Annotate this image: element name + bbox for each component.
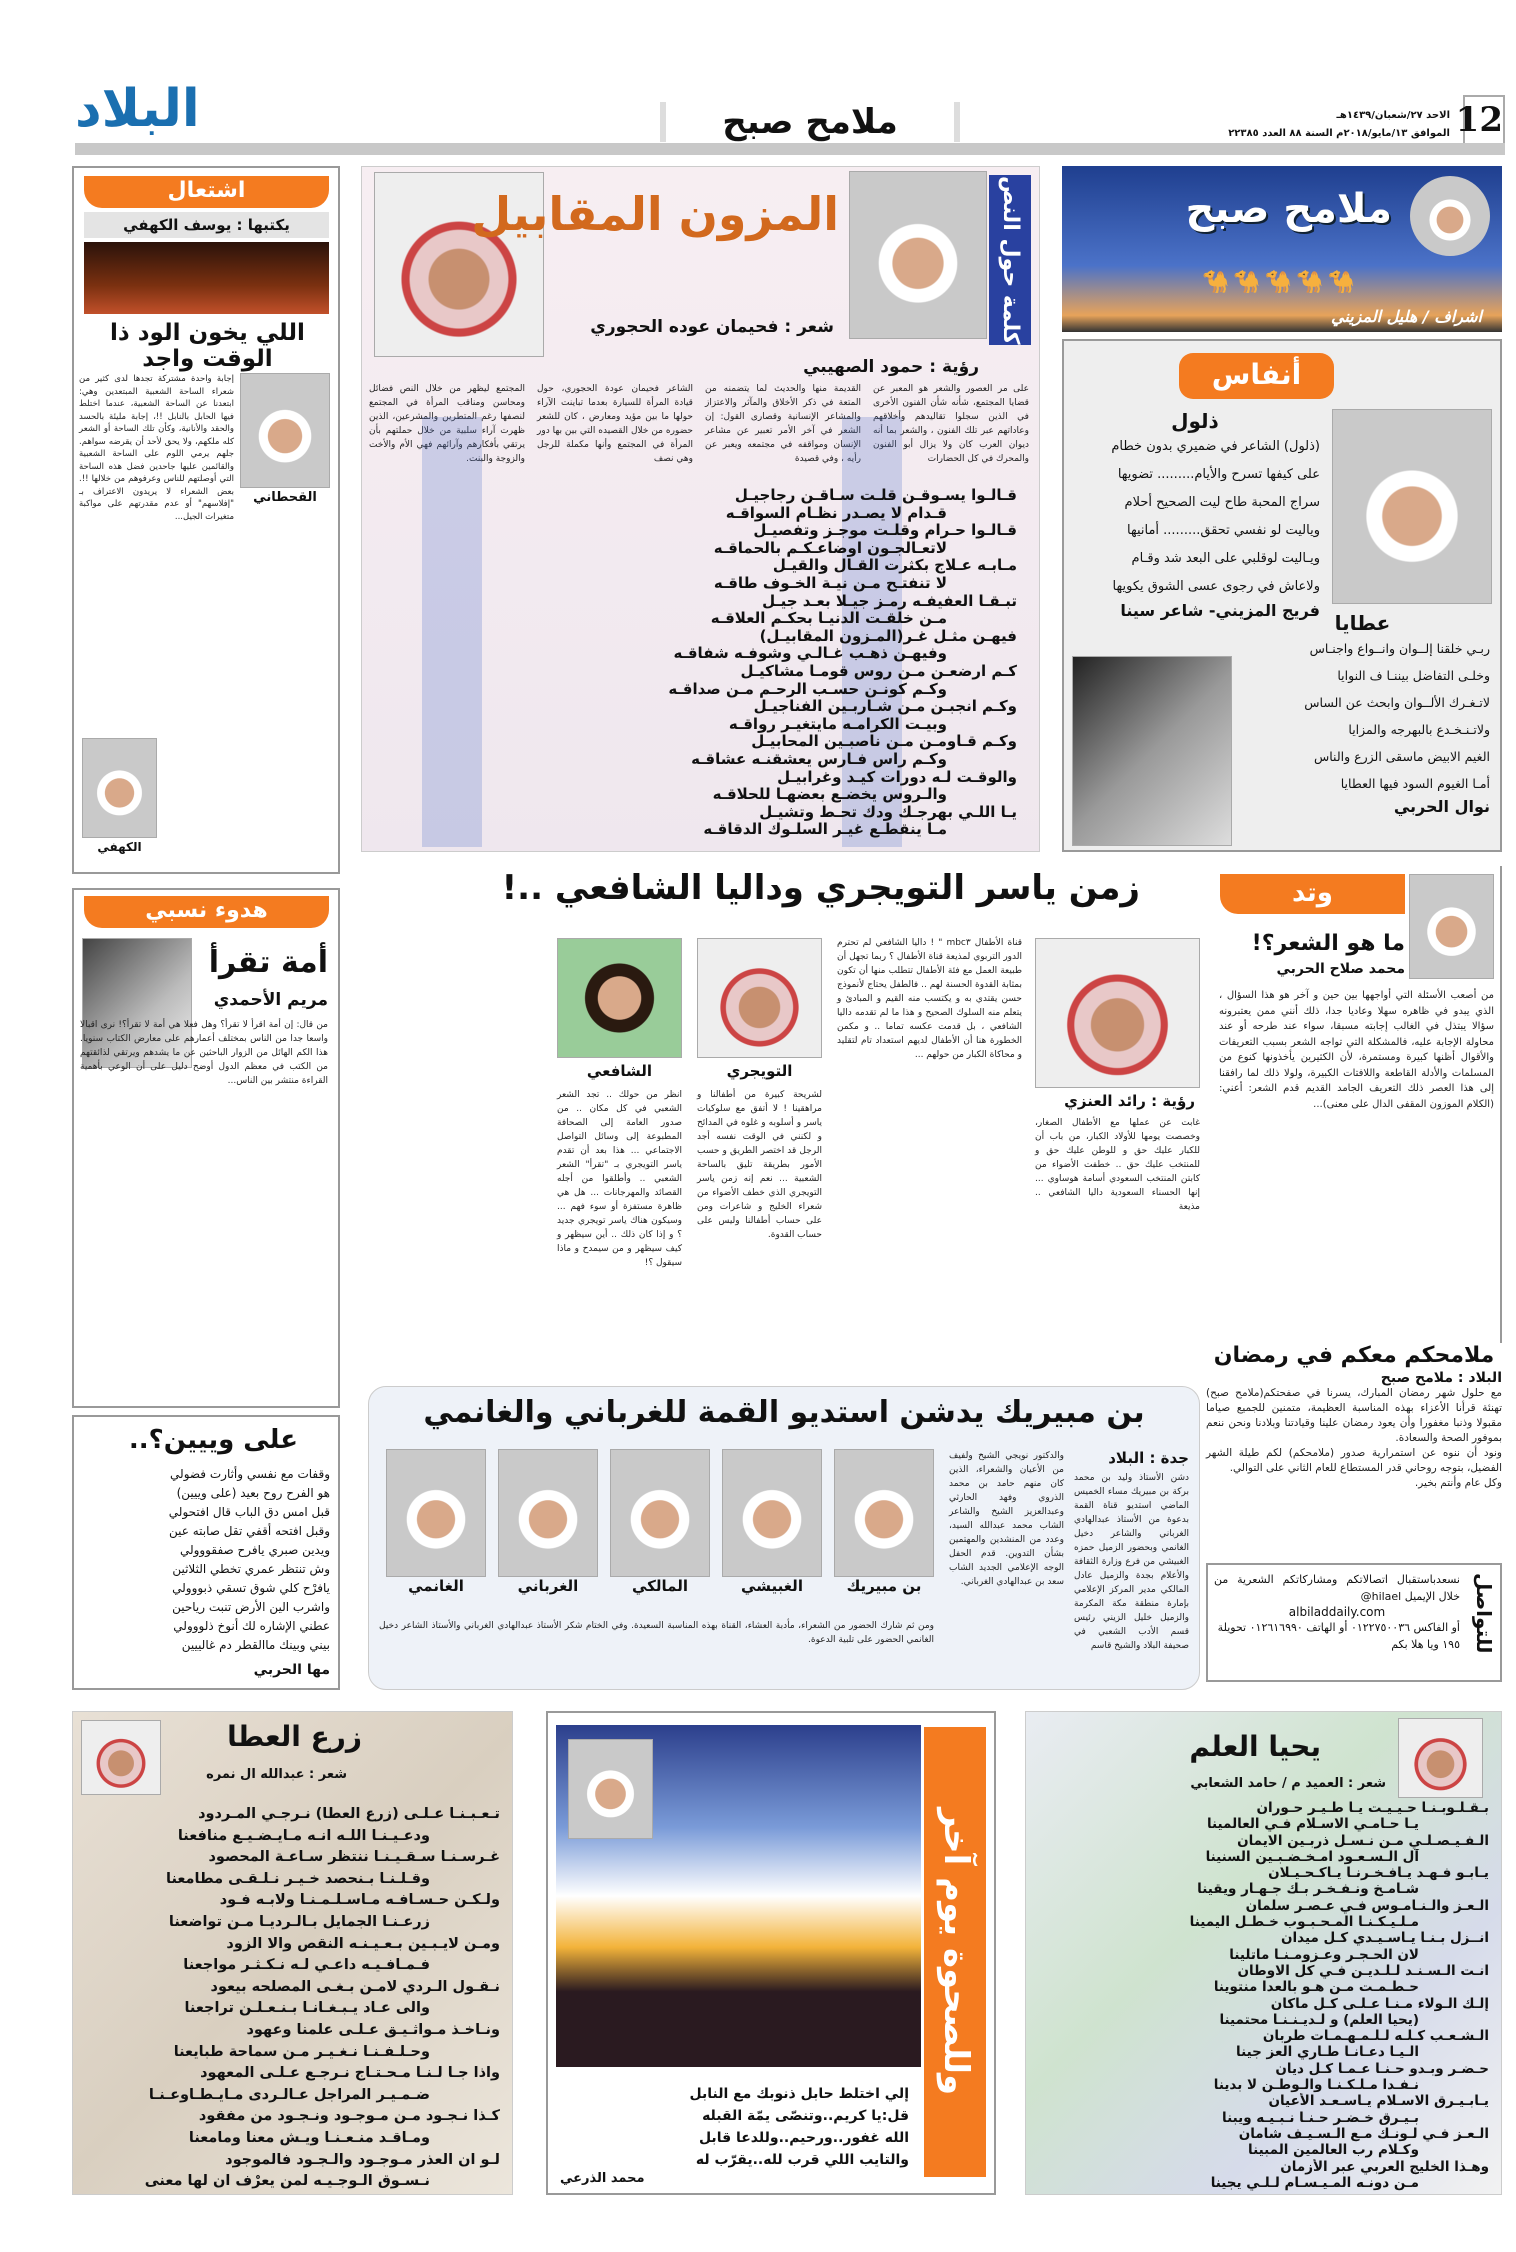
- intro-col: المجتمع ليظهر من خلال النص فضائل ومحاسن ومناقب المرأة في المجتمع لنصفها رغم المتطرين والمشرعين، الذين ظهرت آراء سلبية من خلال حملتهم بأن يرتقي بأفكارهم وآرائهم فهي الأم والأخت والزوجة والبنت.: [369, 384, 525, 464]
- poem-line: ومـاقـد منـعـنـا ويـش معنا ومامعنا: [188, 2129, 430, 2146]
- attendee: [498, 1449, 598, 1595]
- poem-line: والوقـت لـه دورات كيـد وغرابيـل: [777, 768, 1017, 786]
- feature-critic: رؤية : حمود الصهيبي: [803, 357, 979, 377]
- mubairik-headline: بن مبيريك يدشن استديو القمة للغرباني والغانمي: [423, 1395, 1145, 1430]
- poem-line: ودعـيـنـا اللـه انـه مـايـضـيـع منافعنا: [177, 1827, 430, 1844]
- poem-line: غـرسـنـا سـقـيـنـا ننتظر سـاعـة المحصود: [208, 1849, 500, 1866]
- article-col: غابت عن عملها مع الأطفال الصغار، وخصصت يومها للأولاد الكبار، من باب أن للكبار عليك حق و للوطن عليك حق و للمنتخب عليك حق .. خطفت الأضواء من كابتن المنتخب السعودي أسامة هوساوي ... إنها الحسناء السعودية داليا الشافعي .. مذيعة: [1035, 1118, 1200, 1212]
- poem-line: إلي اختلط حابل ذنوبك مع النابل: [689, 2086, 909, 2102]
- poem-line: وقفات مع نفسي وأثارت فضولي: [170, 1467, 330, 1481]
- masthead: [75, 79, 1505, 157]
- poem-line: انــزل بـنـا يـاسـيـدي كـل ميدان: [1281, 1930, 1489, 1947]
- poem-line: بيني وبينك ماالقطر دم غالييين: [181, 1638, 330, 1652]
- hudu-body: من قال: إن أمة اقرأ لا تقرأ؟ وهل فعلا هي أمة لا تقرأ؟! نرى اقبالا واسعا جدا من الناس بمختلف أعمارهم على معارض الكتاب سنويا. هذا الكم الهائل من الزوار الباحثين عن ما يشدهم ويرتقي لذائقتهم من الكتب في معظم الدول أوضح دليل على أن الوعي بأهمية القراءة منتشر بين الناس...: [80, 1020, 328, 1086]
- poem-line: والـروس يخضـع بعضهـا للحلاقـه: [712, 786, 947, 804]
- poem-line: والى عـاد يـبـغـانـا بـنـعـلـن تراجعنا: [184, 2000, 430, 2017]
- poem-line: بـقـلـوبـنـا حـيـيـت يـا طـيـر حـوران: [1256, 1800, 1489, 1816]
- sahwa-column: [546, 1711, 996, 2195]
- poem-line: كـذا نـجـود مـن مـوجـود ونـجـود من مفقود: [198, 2108, 500, 2125]
- poem-author: نوال الحربي: [1393, 797, 1490, 816]
- poem-line: نـفـدا مـلـكـنـا والـوطـن لا بدينا: [1213, 2077, 1419, 2094]
- yasir-byline: رؤية : رائد العنزي: [1064, 1092, 1195, 1110]
- poem-line: وهـذا الخليج العربي عبر الأزمان: [1280, 2158, 1489, 2175]
- poem-lines: [85, 1804, 500, 2193]
- poem-title: يحيا العلم: [1189, 1730, 1321, 1763]
- watad-headline: ما هو الشعر؟!: [1251, 931, 1405, 956]
- kahfi-caption: الكهفي: [97, 840, 142, 854]
- poet-photo-shaabi: [1398, 1718, 1483, 1798]
- poem-line: ويـاليت لوقلبي على البعد شد وقـام: [1131, 551, 1320, 566]
- poem-line: الـعـز فـي لـونـك مـع الـسـيـف شامان: [1238, 2125, 1489, 2142]
- poem-line: على كيفها تسرح والأيام......... تضويها: [1117, 467, 1320, 482]
- woman-photo: [1072, 656, 1232, 846]
- raed-photo: [1035, 938, 1200, 1088]
- article-col: دشن الأستاذ وليد بن محمد بركة بن مبيريك مساء الخميس الماضي استديو قناة القمة بدعوة من الأستاذ عبدالهادي الغرباني والشاعر دخيل الغانمي وبحضور الزميل حمزه الغبيشي من فرع وزارة الثقافة والأعلام بجدة والزميل عادل المالكي مدير المركز الإعلامي بإمارة منطقة مكة المكرمة والزميل خليل الزيني رئيس قسم الأدب الشعبي في صحيفة البلاد والشيخ قاسم: [1074, 1473, 1189, 1651]
- poem-line: مـابـه عـلاج بكثرت القـال والقيـل: [772, 557, 1017, 575]
- poem-line: لاتـغـرك الألــوان وابحث عن الساس: [1304, 695, 1490, 710]
- poem-line: واشرب الين الأرض تنبت رياحين: [172, 1600, 330, 1614]
- critic-photo: [849, 171, 987, 339]
- poem-line: لاتعـالجـون اوضاعـكـم بالحماقـه: [713, 539, 947, 557]
- poem-line: مـن خلقـت الدنيـا بحكـم العلاقـه: [710, 610, 947, 628]
- poem-lines: [1235, 635, 1490, 797]
- ramadan-byline: البلاد : ملامح صبح: [1380, 1370, 1502, 1386]
- contact-line2: أو الفاكس ٠١٢٢٧٥٠٠٣٦ أو الهاتف ٠١٢٦١٦٩٩٠ تحويلة ١٩٥ ويا هلا بكم: [1217, 1621, 1460, 1651]
- poem-author: محمد الذرعي: [560, 2171, 645, 2186]
- dhari-photo: [568, 1739, 653, 1839]
- poem-line: تـعـبـنـا عـلـى (زرع العطا) نـرجـي المـردود: [198, 1806, 500, 1822]
- poem-line: وقـلـنـا بـنحصد خـيـر نـلـقـى مطامعنا: [166, 1870, 430, 1887]
- feature-mazoon: [361, 166, 1040, 852]
- poem-line: آل الـسـعـود امـخـضـبـين السنينا: [1205, 1848, 1419, 1865]
- poem-line: يـا حـامـي الاسـلام فـي العالمينا: [1206, 1816, 1419, 1833]
- section-banner: [1062, 166, 1502, 332]
- poem-line: زرعـنـا الجمايل بـالـرديـا مـن تواضعنا: [168, 1913, 430, 1930]
- poem-line: مـلـيـكـنـا المـحـبـوب خـطـل اليمينا: [1189, 1914, 1419, 1931]
- anfas-column: [1062, 339, 1502, 852]
- shafei-caption: الشافعي: [586, 1062, 653, 1080]
- poem-line: (ذلول) الشاعر في ضميري بدون خطام: [1111, 439, 1320, 454]
- attendee-caption: الغانمي: [408, 1577, 464, 1595]
- poem-line: انـت الـسـنـد لـلـديـن فـي كل الاوطان: [1237, 1962, 1489, 1979]
- poem-line: يافرْح كلي شوق تسقي ذبووولي: [172, 1581, 330, 1595]
- poem-line: ربـي خلقنا إلــوان وانــواع واجنـاس: [1309, 641, 1490, 656]
- page-number-box: 12: [1463, 95, 1505, 145]
- watad-body: من أصعب الأسئلة التي أواجهها بين حين و آخر هو هذا السؤال ، الذي يبدو في ظاهره سهلا وعاديا جدا، ذلك أنني ممن يعتبرونه سؤالا يبتذل في الغالب إجابته مسبقا، سواء عند طرحه أو عند محاولة الإجابة عليه، فالمشكلة التي تواجه الشعر بسبب التعريفات والأقوال أظنها كبيرة ومستمرة، لأن الكثيرين يأخذونها كنوع من المسلمات والأدلة القاطعة واللافتات الكبيرة، ولولا ذلك لما رافقنا إلى هذا العصر ذلك التعريف الجامد القديم قدم الشعر: أعني: (الكلام الموزون المقفى الدال على معنى)...: [1219, 990, 1494, 1110]
- ishtial-byline: يكتبها : يوسف الكهفي: [84, 212, 329, 238]
- poem-line: مـن دونـه المـيـسـام لـلـي يجينا: [1210, 2174, 1419, 2191]
- poem-line: وكـم قـاومـن مـن ناصبـين المحابيـل: [751, 733, 1017, 751]
- poem-line: والتايب اللي قرب لله..يقرّب له: [695, 2152, 909, 2168]
- article-col: انظر من حولك .. تجد الشعر الشعبي في كل مكان .. من صدور العامة إلى الصحافة المطبوعة إلى وسائل التواصل الاجتماعي ... هذا بعد أن تقدم ياسر التويجري بـ "تقرأ" الشعر الشعبي .. وأطلقوا من أجله القصائد والمهرجانات ... هل هي ظاهرة مستفزة أو سوء فهم ... وسيكون هناك ياسر تويجري جديد ؟ و إذا كان ذلك .. أين سيظهر و كيف سيظهر و من سيمدح و ماذا سيقول ؟!: [557, 1090, 682, 1268]
- poem-line: الـيـا دعـانـا طـاري العز جينا: [1236, 2044, 1419, 2061]
- poem-line: قبل امس دق الباب قال افتحولي: [168, 1505, 330, 1519]
- poem-line: ولاعاش في رجوى عسى الشوق يكويها: [1112, 579, 1320, 594]
- attendee-photos: [379, 1449, 934, 1595]
- poem-line: ويدين صبري يافرح صفقووولي: [179, 1543, 330, 1557]
- watad-column: [1213, 866, 1502, 1343]
- harbi-photo: [1409, 874, 1494, 979]
- attendee-photo: [834, 1449, 934, 1577]
- poem-line: كـم ارضعـن مـن روس قومـا مشاكيـل: [740, 662, 1017, 680]
- hudu-author: مريم الأحمدي: [213, 990, 328, 1010]
- poem-line: يـابـو فـهـد يـافـخـرنـا يـاكـحـيـلان: [1268, 1865, 1489, 1882]
- poem-line: وخلـى التفاضل بيننـا ف النوايا: [1337, 668, 1490, 683]
- tuwaijri-photo: [697, 938, 822, 1058]
- poem-line: قـالـوا حـرام وقلـت موجـز وتفصيـل: [753, 522, 1017, 540]
- attendee-caption: الغرباني: [517, 1577, 579, 1595]
- poem-line: ولاتـنـخـدع بالبهرجه والمزايا: [1348, 722, 1490, 737]
- feature-poem: [377, 487, 1017, 839]
- poem-author: فريج المزيني- شاعر سينا: [1120, 601, 1320, 620]
- poem-line: قل:يا كريم..وتنصّى يمّة القبله: [702, 2108, 909, 2124]
- poem-line: إلـك الـولاء مـنـا عـلـى كـل ماكان: [1270, 1995, 1489, 2012]
- banner-title: ملامح صبح: [1185, 186, 1392, 232]
- poem-line: ضـمـيـر المراجل عـالـردى مـايـطـاوعـنـا: [148, 2086, 430, 2103]
- poem-line: أمـا الغيوم السود فيها العطايا: [1340, 776, 1490, 791]
- watad-author: محمد صلاح الحربي: [1276, 961, 1405, 977]
- poem-line: بـيـرق خـضـر حـنـا نـبـيـه ويبنا: [1222, 2109, 1419, 2126]
- attendee-caption: الغبيشي: [741, 1577, 803, 1595]
- poem-line: وش تنتظر عمري تخطي الثلاثين: [172, 1562, 330, 1576]
- ramadan-para: ونود أن ننوه عن استمرارية صدور (ملامحكم) لكم طيلة الشهر الفضيل، بتوجه روحاني قدر المستطاع للعام الثاني على التوالي.: [1206, 1447, 1502, 1474]
- poem-line: قـدام لا يصـدر نظـام السواقـه: [725, 504, 947, 522]
- yasir-article: [361, 866, 1200, 1386]
- poem-line: لا تنفتـح مـن نيـة الخـوف طاقـه: [713, 574, 947, 592]
- poem-line: حـضـر وبـدو حـنـا عـمـا كـل ديان: [1275, 2060, 1489, 2077]
- match-image: [84, 242, 329, 314]
- poem-line: نـقـول الـردي لامـن بـغـى المصلحه بيعود: [210, 1978, 500, 1995]
- qahtani-photo: [240, 373, 330, 488]
- intro-col: على مر العصور والشعر هو المعبر عن قضايا المجتمع، شأنه شأن الفنون الأخرى في الذين سجلوا تقاليدهم وأخلاقهم وعاداتهم عبر تلك الفنون ، والشعر بما أنه ديوان العرب كان ولا يزال أبو الفنون والمحرك في كل الحضارات: [873, 384, 1029, 464]
- poem-line: ومـن لايـبـين بـعـيـنـه النقص والا الزود: [226, 1935, 500, 1952]
- ramadan-para: وكل عام وأنتم بخير.: [1414, 1477, 1502, 1489]
- poet-photo-mazini: [1332, 409, 1492, 604]
- watad-label: وتد: [1220, 874, 1405, 914]
- poem-line: هو الفرح روح بعيد (على وييين): [176, 1486, 330, 1500]
- ishtial-column: [72, 166, 340, 874]
- poem-line: وكـم انجبـن مـن شـاربـين الفناجيـل: [753, 698, 1017, 716]
- poem-line: الغيم الابيض ماسقى الزرع والناس: [1313, 749, 1490, 764]
- attendee-caption: بن مبيريك: [846, 1577, 922, 1595]
- poem-line: يـا اللـي بهرجـك ودك تحـط وتشيـل: [759, 803, 1017, 821]
- poem-poet: شعر : العميد م / حامد الشعابي: [1190, 1776, 1386, 1791]
- ala-wiyyin-column: [72, 1415, 340, 1690]
- poem-line: قـالـوا يسـوقـن قلـت سـاقـن رجاجيـل: [734, 487, 1017, 504]
- poem-line: ونـاخـذ مـواثـيـق عـلـى علمنا وعهود: [246, 2021, 500, 2038]
- poem-dhalool: [1070, 409, 1320, 620]
- poem-line: وكـلام رب العالمين المبينا: [1248, 2142, 1419, 2159]
- poem-line: وفيهـن ذهـب غـالـي وشوفـه شفاقـه: [673, 645, 947, 663]
- tuwaijri-caption: التويجري: [726, 1062, 793, 1080]
- poem-line: الله غفور..ورحيم..وللدعا قابل: [698, 2130, 909, 2146]
- hudu-headline: أمة تقرأ: [208, 945, 328, 980]
- attendee: [834, 1449, 934, 1595]
- poem-line: وكـم كونـن حسـب الرحـم مـن صداقـه: [668, 680, 947, 698]
- date-hijri: الاحد ٢٧/شعبان/١٤٣٩هـ: [1336, 110, 1450, 121]
- poem-title: على وييين؟..: [128, 1425, 298, 1455]
- poem-line: ولـكـن حـسـافـه مـاسـلـمـنـا ولابـه فـود: [219, 1892, 500, 1909]
- intro-col: الشاعر فحيمان عودة الحجوري، حول قيادة المرأة للسيارة بعدما تباينت الآراء حولها ما بين مؤيد ومعارض ، كان للشعر حضوره من خلال القصيده التي بين بها دور المرأة في المجتمع وأنها مكملة للرجل وهي نصف: [537, 384, 693, 464]
- poem-line: فيهـن مثـل غـر(المـزون المقابيـل): [759, 627, 1017, 645]
- contact-email[interactable]: albiladdaily.com: [1288, 1605, 1386, 1619]
- attendee: [386, 1449, 486, 1595]
- poem-line: عطني الإشاره لك أنوخ ذلووولي: [173, 1619, 330, 1633]
- hudu-label: هدوء نسبي: [84, 896, 329, 928]
- poem-lines: [80, 1465, 330, 1655]
- intro-col: القديمة منها والحديث لما يتضمنه من المتعة في ذكر الأخلاق والمآثر والاعتزاز والمشاعر الإنسانية وقصارى القول: إن الشعر في آخر الأمر تعبير عن مشاعر الإنسان ومواقفه في مجتمعه ويعبر عن رأيه ، وفي قصيدة: [705, 384, 861, 464]
- attendee: [722, 1449, 822, 1595]
- anfas-label: أنفاس: [1179, 353, 1334, 399]
- poem-line: سراج المحبة طاح ليت الصحيح أحلام: [1124, 495, 1320, 510]
- ishtial-label: اشتعال: [84, 176, 329, 208]
- mubairik-article: [368, 1386, 1200, 1690]
- ramadan-notice: [1206, 1343, 1502, 1560]
- poem-line: لـو ان العذر مـوجـود والـجـود فالموجود: [225, 2151, 500, 2168]
- ramadan-headline: ملامحكم معكم في رمضان: [1213, 1343, 1495, 1368]
- hudu-column: [72, 888, 340, 1408]
- poem-ataya: [1235, 611, 1490, 816]
- yasir-headline: زمن ياسر التويجري وداليا الشافعي ..!: [501, 868, 1140, 908]
- yahya-column: [1025, 1711, 1502, 2195]
- kahfi-photo: [82, 738, 157, 838]
- newspaper-logo: البلاد: [75, 79, 200, 139]
- attendee-photo: [722, 1449, 822, 1577]
- poem-line: الـعـز والـنـامـوس فـي عـصـر سلمان: [1245, 1897, 1489, 1914]
- poem-line: فـمـافـيـه داعـي لـه نـكـثـر مواجعنا: [183, 1957, 430, 1974]
- ishtial-headline: اللي يخون الود ذا الوقت واجد: [110, 320, 305, 372]
- feature-poet: شعر : فحيمان عوده الحجوري: [590, 317, 834, 337]
- attendee-photo: [610, 1449, 710, 1577]
- poem-line: وبيـت الكرامـه مايتغيـر رواقـه: [728, 715, 947, 733]
- date-gregorian: الموافق ١٣/مايو/٢٠١٨م السنة ٨٨ العدد ٢٢٣٨٥: [1228, 128, 1450, 139]
- contact-label: للتواصل: [1472, 1573, 1496, 1654]
- poem-lines: [1049, 1800, 1489, 2191]
- banner-supervisor: اشراف / هليل المزيني: [1331, 307, 1482, 326]
- ishtial-body: إجابة واحدة مشتركة تجدها لدى كثير من شعراء الساحة الشعبية المبتعدين وهي: ابتعدنا عن الساحة الشعبية، عندما اختلط فيها الحابل بالنابل !!، إجابة مليئة بالحسد والحقد والأنانية، وكأن تلك الساحة أو الشعر كله ملكهم، ولا يحق لأحد أن يقرضه سواهم. جلهم يرمي اللوم على الساحة الشعبية والقائمين عليها جاحدين فضل هذه الساحة التي أوصلتهم للناس وعرفوهم من خلالها !!. بعض الشعراء لا يريدون الاعتراف بـ "إفلاسهم" أو عدم مقدرتهم على مواكبة متغيرات الجيل...: [79, 374, 234, 522]
- attendee-caption: المالكي: [632, 1577, 688, 1595]
- attendee-photo: [498, 1449, 598, 1577]
- article-col: لشريحة كبيرة من أطفالنا و مراهقينا ! لا أتفق مع سلوكيات ياسر و أسلوبه و غلوه في المدائح و لكنني في الوقت نفسه أجد الرجل قد اختصر الطريق و حسب الأمور بطريقة تليق بالساحة الشعبية ... نعم إنه زمن ياسر التويجري الذي خطف الأضواء من شعراء الخليج و شاعرات ومن على حساب أطفالنا وليس على حساب القدوة.: [697, 1090, 822, 1240]
- contact-line1: نسعدباستقبال اتصالاتكم ومشاركاتكم الشعرية من خلال الإيميل hilael@: [1214, 1573, 1460, 1603]
- section-title: ملامح صبح: [660, 102, 960, 142]
- poem-line: الـفـيـصـلـي مـن نـسـل ذربـين الايمان: [1237, 1832, 1489, 1849]
- header-rule: [75, 143, 1505, 155]
- feature-title: المزون المقابيل: [471, 187, 839, 241]
- poem-line: وحـلـفـنـا نـغـيـر مـن سماحة طبايعنا: [173, 2043, 430, 2060]
- poem-line: مـا ينقطـع غيـر السلـوك الدقاقـه: [703, 821, 947, 839]
- poem-line: وكـم راس فـارس يعشقنـه عشاقـه: [691, 750, 947, 768]
- contact-box: [1206, 1563, 1502, 1682]
- shafei-photo: [557, 938, 682, 1058]
- poem-lines: [1070, 433, 1320, 601]
- poem-line: وقبل افتحه أقفي تقل صابته عين: [169, 1524, 330, 1538]
- poem-line: تبـقـا العفيفـه رمـز جيـلا بعـد جيـل: [762, 592, 1017, 610]
- poem-line: واذا جـا لـنـا مـحـتـاج نـرجـع عـلـى المعهود: [200, 2065, 500, 2082]
- supervisor-photo: [1410, 176, 1490, 256]
- qahtani-caption: القحطاني: [253, 490, 317, 505]
- article-col: ومن ثم شارك الحضور من الشعراء، مأدبة العشاء، القناة بهذه المناسبة السعيدة. وفي الختام شكر الأستاذ عبدالهادي الغرباني والأستاذ الشاعر دخيل الغانمي الحضور على تلبية الدعوة.: [379, 1621, 934, 1645]
- poem-line: شـامـخ ونـفـخـر بـك جـهـار ويقينا: [1197, 1881, 1419, 1898]
- poem-line: وياليت لو نفسي تحقق......... أمانيها: [1127, 523, 1320, 538]
- poem-title: عطايا: [1334, 611, 1391, 635]
- poem-author: مها الحربي: [253, 1662, 330, 1678]
- sahwa-vertical-label: وللصحوة يوم آخر: [924, 1727, 986, 2177]
- poem-title: زرع العطا: [227, 1720, 362, 1753]
- poem-line: يـابـيـرق الاسـلام يـاسـعـد الأعيان: [1268, 2093, 1489, 2110]
- ramadan-para: مع حلول شهر رمضان المبارك، يسرنا في صفحتكم(ملامح صبح) تهنئة قرأنا الأعزاء بهذه المناسبة العظيمة، متمنين للجميع صياما مقبولا وذنبا مغفورا وأن يعود رمضان علينا وقيادتنا وبلادنا ونحن ننعم بموفور الصحة والسعادة.: [1206, 1387, 1502, 1444]
- poem-poet: شعر : عبدالله ال نمره: [206, 1767, 347, 1782]
- poet-photo-namrah: [81, 1720, 161, 1795]
- article-col: قناة الأطفال mbc٣ " ! داليا الشافعي لم تحترم الدور التربوي لمذيعة قناة الأطفال ؟ ربما تجهل أن طبيعة العمل مع فئة الأطفال تتطلب منها أن تكون بمثابة القدوة الحسنة لهم .. فالطفل يحتاج لأنموذج حسن يقتدي به و يكتسب منه القيم و المبادئ و يتعلم منه السلوك الصحيح و هذا ما لم تقدمه داليا الشافعي ، بل قدمت عكسه تماما .. و مكمن الخطورة هنا أن الأطفال لديهم استعداد تام لتقليد و محاكاة الكبار من حولهم ...: [837, 938, 1022, 1060]
- poem-lines: [609, 2083, 909, 2171]
- attendee: [610, 1449, 710, 1595]
- poem-title: ذلول: [1171, 409, 1219, 433]
- mubairik-dateline: جدة : البلاد: [1108, 1449, 1189, 1467]
- poem-line: الـشـعـب كـلـه لـلـمـهـمـات طربان: [1262, 2028, 1489, 2045]
- poem-line: نـسـوق الـوجـيـه لمن يعرْف ان لها معنى: [144, 2173, 430, 2190]
- issue-date: [1228, 107, 1450, 143]
- camel-silhouettes: 🐪🐪🐪🐪🐪: [1202, 270, 1359, 295]
- attendee-photo: [386, 1449, 486, 1577]
- feature-vertical-label: كلمة حول النص: [989, 175, 1031, 345]
- poem-line: حـطـمـت مـن هـو بالعدا منتوينا: [1213, 1979, 1419, 1996]
- poem-line: لان الحـجـر وعـزومـنـا ماتلينا: [1229, 1946, 1419, 1963]
- poem-line: (يحيا العلم) و لـديـنـنـا محتمينا: [1219, 2011, 1419, 2028]
- zar-column: [72, 1711, 513, 2195]
- article-col: والدكتور نويجي الشيخ ولفيف من الأعيان والشعراء، الذين كان منهم حامد بن محمد الذروي وفهد الحارثي وعبدالعزيز الشيخ والشاعر الشاب محمد عبدالله السيد، وعدد من المنشدين والمهتمين بشأن التدوين. قدم الحفل الوجه الإعلامي الجديد الشاب سعد بن عبدالهادي الغرباني.: [949, 1451, 1064, 1587]
